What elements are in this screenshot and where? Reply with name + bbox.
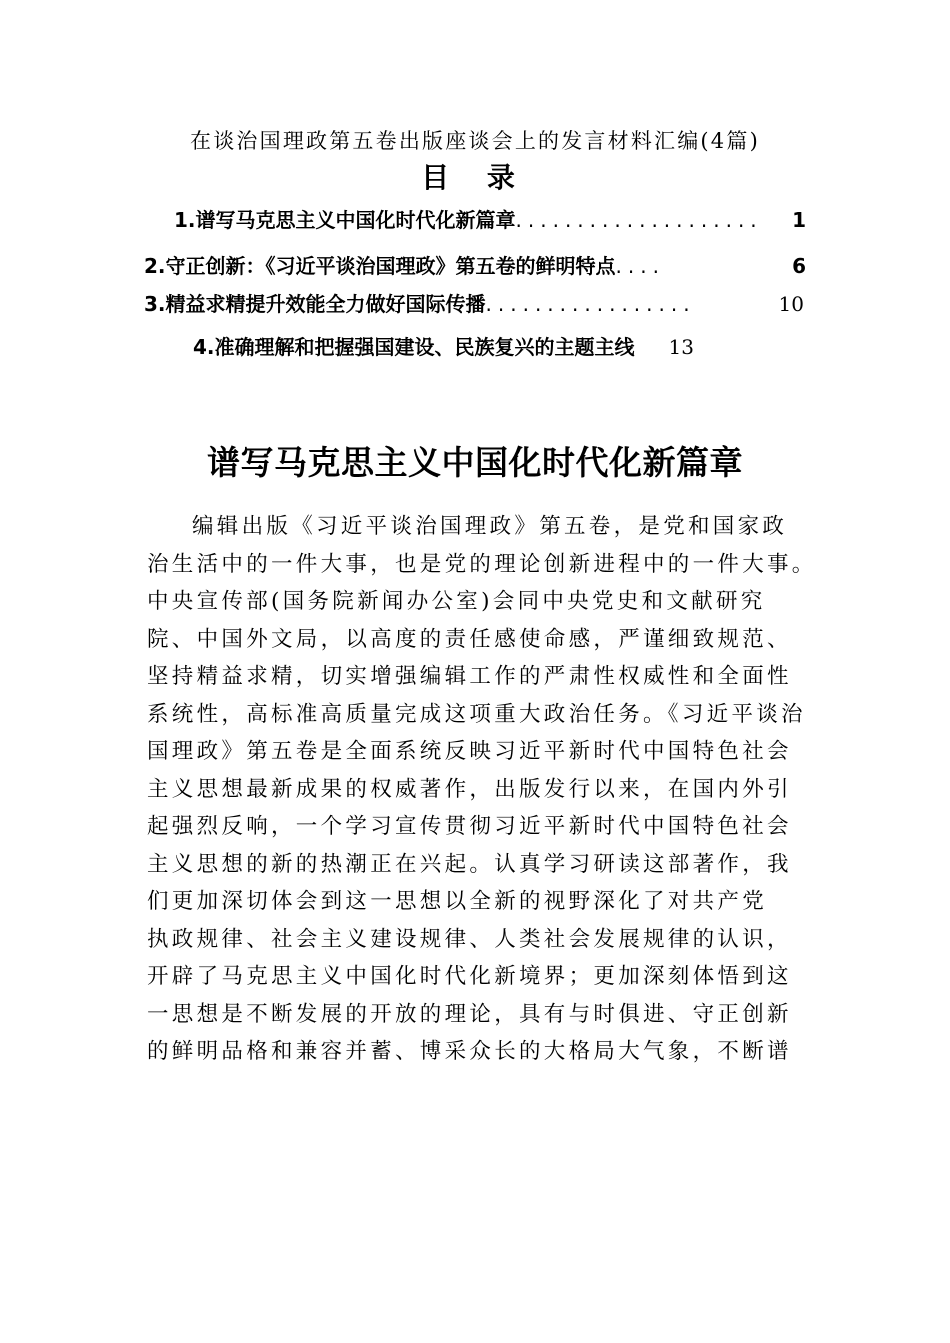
toc-entry-4[interactable] (193, 332, 803, 362)
toc-entry-label: 4.准确理解和把握强国建设、民族复兴的主题主线 (193, 335, 635, 359)
toc-page-number: 6 (792, 254, 806, 278)
toc-heading: 目 录 (421, 161, 529, 194)
toc-page-number: 10 (778, 292, 804, 316)
toc-leader-dots: .................... (515, 208, 763, 232)
body-line: 的鲜明品格和兼容并蓄、博采众长的大格局大气象，不断谱 (147, 1039, 792, 1064)
body-line: 起强烈反响，一个学习宣传贯彻习近平新时代中国特色社会 (147, 814, 792, 839)
body-line: 中央宣传部(国务院新闻办公室)会同中央党史和文献研究 (147, 589, 766, 614)
document-subtitle: 在谈治国理政第五卷出版座谈会上的发言材料汇编(4篇) (190, 129, 760, 153)
body-line: 院、中国外文局，以高度的责任感使命感，严谨细致规范、 (147, 626, 792, 652)
toc-leader-dots: ................. (485, 292, 696, 316)
toc-leader-dots: .... (615, 254, 665, 278)
toc-entry-2[interactable] (144, 251, 806, 281)
body-line: 编辑出版《习近平谈治国理政》第五卷，是党和国家政 (192, 514, 788, 539)
body-line: 系统性，高标准高质量完成这项重大政治任务。《习近平谈治 (147, 701, 806, 727)
toc-entry-3[interactable] (144, 289, 804, 319)
toc-entry-label: 3.精益求精提升效能全力做好国际传播 (144, 292, 486, 316)
body-line: 主义思想的新的热潮正在兴起。认真学习研读这部著作，我 (147, 851, 792, 877)
body-line: 们更加深切体会到这一思想以全新的视野深化了对共产党 (147, 889, 768, 914)
body-line: 坚持精益求精，切实增强编辑工作的严肃性权威性和全面性 (147, 664, 792, 689)
article-title: 谱写马克思主义中国化时代化新篇章 (207, 443, 743, 482)
body-line: 国理政》第五卷是全面系统反映习近平新时代中国特色社会 (147, 739, 792, 764)
body-line: 主义思想最新成果的权威著作，出版发行以来，在国内外引 (147, 776, 792, 802)
article-body (147, 508, 830, 1071)
toc-entry-label: 2.守正创新：《习近平谈治国理政》第五卷的鲜明特点 (144, 254, 616, 278)
body-line: 一思想是不断发展的开放的理论，具有与时俱进、守正创新 (147, 1001, 792, 1027)
toc-page-number: 1 (792, 208, 806, 232)
toc-entry-label: 1.谱写马克思主义中国化时代化新篇章 (174, 208, 516, 232)
body-line: 治生活中的一件大事，也是党的理论创新进程中的一件大事。 (147, 551, 817, 577)
body-line: 执政规律、社会主义建设规律、人类社会发展规律的认识， (147, 926, 792, 952)
body-line: 开辟了马克思主义中国化时代化新境界；更加深刻体悟到这 (147, 964, 792, 989)
toc-entry-1[interactable] (174, 205, 806, 235)
toc-page-number: 13 (668, 335, 694, 359)
